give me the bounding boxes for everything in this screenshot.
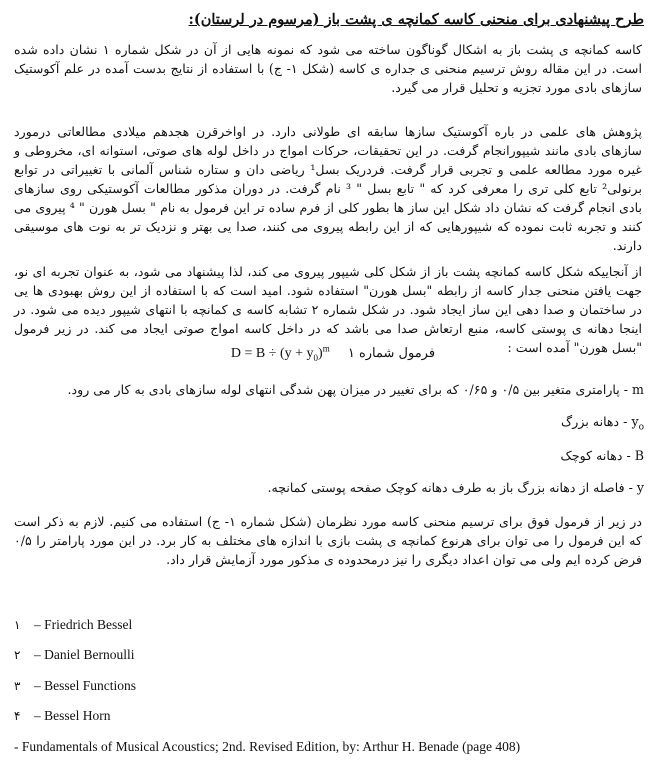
paragraph-intro: کاسه کمانچه ی پشت باز به اشکال گوناگون ساخته می شود که نمونه هایی از آن در شکل شماره ۱ نشان داده شده است. در این مقاله روش ترسیم منحنی ی جداره ی کاسه (شکل ۱- ج) با استفاده از نتایج بدست آمده در علم آکوستیک سازهای بادی مورد تجزیه و تحلیل قرار می گیرد. — [14, 42, 642, 95]
footnote-number: ۴ — [14, 709, 21, 723]
formula-close: ) — [318, 346, 323, 361]
definition-text: - دهانه بزرگ — [561, 414, 628, 429]
formula-superscript: m — [322, 343, 330, 354]
definition-symbol: y — [636, 480, 644, 495]
footnote-1 — [14, 616, 132, 634]
paragraph-closing: در زیر از فرمول فوق برای ترسیم منحنی کاسه مورد نظرمان (شکل شماره ۱- ج) استفاده می کنیم. لازم به ذکر است که این فرمول را می توان برای هرنوع کمانچه ی پشت بازی با اندازه های مختلف به کار برد. در این مورد پارامتر را ۰/۵ فرض کرده ایم ولی می توان اعداد دیگری را نیز درمحدوده ی مذکور مورد آزمایش قرار داد. — [14, 514, 642, 567]
definition-text: - پارامتری متغیر بین ۰/۵ و ۰/۶۵ که برای تغییر در میزان پهن شدگی انتهای لوله سازهای بادی به کار می رود. — [67, 382, 629, 397]
footnote-number: ۲ — [14, 648, 21, 662]
definition-y0 — [16, 412, 644, 431]
footnote-2 — [14, 646, 134, 664]
formula-lhs: D = B ÷ (y + y — [230, 346, 314, 361]
paragraph-history: پژوهش های علمی در باره آکوستیک سازها سابقه ای طولانی دارد. در اواخرقرن هجدهم میلادی مطالعاتی درمورد سازهای بادی مانند شیپورانجام گرفت. در این تحقیقات، حرکات امواج در داخل لوله های صوتی، استوانه ای، مخروطی و غیره مورد مطالعه علمی و تجربی قرار گرفت. فردریک بسل¹ ریاضی دان و ستاره شناس آلمانی با تغییراتی در توابع برنولی² تابع کلی تری را معرفی کرد که " تابع بسل " ³ نام گرفت. در دوران مذکور مطالعات آکوستیکی روی سازهای بادی انجام گرفت که نشان داد شکل این ساز ها بطور کلی از فرم ساده تر این فرمول به نام " بسل هورن " ⁴ پیروی می کنند و تجربه ثابت نموده که شیپورهایی که از این رابطه پیروی می کنند، صدا یی بهتر و نزدیک تر به نوت های موسیقی دارند. — [14, 124, 642, 253]
formula-label: فرمول شماره ۱ — [347, 346, 436, 361]
page-title: طرح پیشنهادی برای منحنی کاسه کمانچه ی پشت باز (مرسوم در لرستان): — [188, 11, 644, 28]
footnote-number: ۱ — [14, 618, 21, 632]
definition-y — [16, 478, 644, 497]
footnote-text: – Bessel Horn — [34, 708, 111, 723]
definition-m — [16, 380, 644, 399]
formula-1 — [14, 343, 642, 365]
definition-symbol-sub: o — [638, 422, 644, 433]
definition-symbol-base: y — [631, 414, 639, 429]
footnote-text: – Daniel Bernoulli — [34, 647, 135, 662]
footnote-text: – Bessel Functions — [34, 678, 137, 693]
paragraph-proposal: از آنجاییکه شکل کاسه کمانچه پشت باز از شکل کلی شیپور پیروی می کند، لذا پیشنهاد می شود، به عنوان تجربه ای نو، جهت یافتن منحنی جدار کاسه از رابطه "بسل هورن" استفاده شود. امید است که با استفاده از این روش بهبودی ها یی در ساختمان و صدا دهی این ساز ایجاد شود. در شکل شماره ۲ تشابه کاسه ی کمانچه با انتهای شیپور دیده می شود. در اینجا دهانه ی پوستی کاسه، منبع ارتعاش صدا می باشد که در داخل کاسه امواج صوتی ایجاد می کند. در زیر فرمول "بسل هورن" آمده است : — [14, 264, 642, 355]
footnote-3 — [14, 677, 136, 695]
footnote-text: – Friedrich Bessel — [34, 617, 133, 632]
footnote-4 — [14, 707, 111, 725]
definition-text: - فاصله از دهانه بزرگ باز به طرف دهانه کوچک صفحه پوستی کمانچه. — [267, 480, 633, 495]
definition-symbol: m — [632, 382, 644, 397]
formula-equation — [231, 343, 330, 365]
definition-b — [16, 446, 644, 465]
definition-symbol: B — [634, 448, 644, 463]
formula-subscript: 0 — [313, 352, 319, 363]
reference-citation: - Fundamentals of Musical Acoustics; 2nd. Revised Edition, by: Arthur H. Benade (page 408) — [14, 739, 521, 754]
footnote-number: ۳ — [14, 679, 21, 693]
definition-symbol — [631, 414, 644, 433]
definition-text: - دهانه کوچک — [560, 448, 631, 463]
